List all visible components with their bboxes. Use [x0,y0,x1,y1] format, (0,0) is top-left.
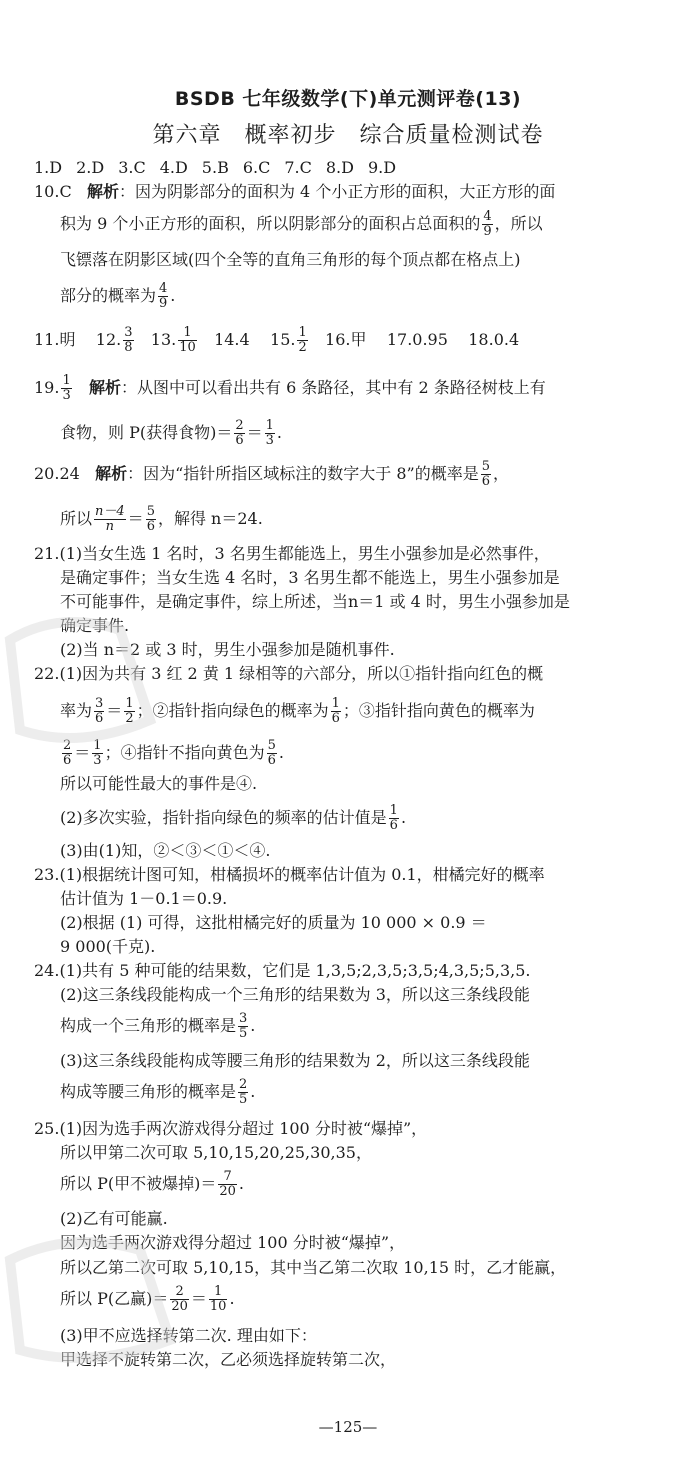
q24-text: 构成一个三角形的概率是 [60,1016,237,1035]
numerator: 1 [125,696,134,711]
numerator: 7 [218,1170,237,1185]
fraction [178,326,197,355]
q11-answer: 11.明 [34,330,76,349]
q25-line9: 甲选择不旋转第二次，乙必须选择旋转第二次， [60,1350,397,1369]
q10-number: 10.C [34,182,72,201]
q24-text: . [250,1016,256,1035]
q15-answer: 15. [270,330,296,349]
denominator: 5 [239,1026,248,1041]
q24-text: 构成等腰三角形的概率是 [60,1082,237,1101]
q23-line1: 23.(1)根据统计图可知，柑橘损坏的概率估计值为 0.1，柑橘完好的概率 [34,865,545,884]
numerator: 2 [239,1077,248,1092]
mcq-answer: 5.B [201,158,229,177]
equals-sign: ＝ [246,423,263,442]
fraction [146,505,156,534]
denominator: 3 [265,433,274,448]
fraction [218,1170,237,1199]
mcq-answer: 8.D [325,158,354,177]
q25-text: . [238,1174,244,1193]
q19-number: 19. [34,378,60,397]
mcq-answers [34,157,410,179]
q19-jiexi: 解析 [89,378,122,397]
q22-text: (2)多次实验，指针指向绿色的频率的估计值是 [60,808,387,827]
watermark-graphic [0,1220,220,1380]
q25-line4: (2)乙有可能赢. [60,1209,168,1228]
denominator: 2 [298,340,307,355]
q23-line2: 估计值为 1－0.1＝0.9. [60,889,228,908]
fraction [331,697,341,726]
denominator: 6 [95,711,104,726]
numerator: n－4 [95,504,125,519]
mcq-answer: 4.D [159,158,188,177]
mcq-answer: 2.D [76,158,105,177]
q20-line1 [34,460,509,489]
denominator: 3 [62,388,71,403]
numerator: 1 [298,325,307,340]
q10-line4 [60,282,175,311]
fraction [158,282,168,311]
q10-text: 部分的概率为 [60,286,157,305]
q25-line5: 因为选手两次游戏得分超过 100 分时被“爆掉”， [60,1233,406,1252]
numerator: 2 [63,738,72,753]
denominator: 2 [125,711,134,726]
q20-text: 所以 [60,509,93,528]
denominator: 6 [267,753,276,768]
q20-number: 20.24 [34,464,80,483]
q25-line8: (3)甲不应选择转第二次. 理由如下： [60,1326,317,1345]
fraction [61,374,71,403]
q22-text: 率为 [60,701,93,720]
equals-sign: ＝ [127,509,144,528]
q19-line2 [60,419,282,448]
chapter-subtitle: 第六章 概率初步 综合质量检测试卷 [152,123,544,148]
mcq-answer: 3.C [118,158,146,177]
denominator: 10 [209,1299,227,1314]
mcq-answer: 1.D [34,158,63,177]
q25-line1: 25.(1)因为选手两次游戏得分超过 100 分时被“爆掉”， [34,1119,428,1138]
q10-line1 [34,181,555,203]
q25-line2: 所以甲第二次可取 5,10,15,20,25,30,35， [60,1143,372,1162]
numerator: 5 [267,738,276,753]
fraction [123,326,133,355]
numerator: 5 [481,459,491,474]
q10-text: ：因为阴影部分的面积为 4 个小正方形的面积，大正方形的面 [118,182,556,201]
q19-text: . [276,423,283,442]
q24-line3 [60,1012,255,1041]
numerator: 4 [483,209,492,224]
fraction [482,210,492,239]
q12-answer: 12. [95,330,122,349]
q22-text: . [278,743,284,762]
page-title: BSDB 七年级数学(下)单元测评卷(13) [174,88,522,110]
numerator: 2 [235,418,244,433]
q20-text: ，解得 n＝24. [157,509,263,528]
q24-line4: (3)这三条线段能构成等腰三角形的结果数为 2，所以这三条线段能 [60,1051,530,1070]
denominator: 5 [239,1092,248,1107]
q22-line4: 所以可能性最大的事件是④. [60,774,258,793]
q21-line4: 确定事件. [60,616,130,635]
fraction [238,1012,248,1041]
q10-jiexi: 解析 [86,182,119,201]
q25-text: 所以 P(乙赢)＝ [60,1289,169,1308]
numerator: 5 [146,504,155,519]
q21-line2: 是确定事件；当女生选 4 名时，3 名男生都不能选上，男生小强参加是 [60,568,560,587]
numerator: 4 [159,281,168,296]
q20-text: ， [493,464,510,483]
denominator: 6 [63,753,72,768]
equals-sign: ＝ [74,743,91,762]
q10-text: . [170,286,176,305]
fraction [389,804,399,833]
fraction [297,326,307,355]
denominator: 9 [159,296,168,311]
numerator: 3 [95,696,104,711]
q25-line3 [60,1170,244,1199]
q19-text: 食物，则 P(获得食物)＝ [60,423,233,442]
q21-line3: 不可能事件，是确定事件，综上所述，当n＝1 或 4 时，男生小强参加是 [60,592,570,611]
denominator: 20 [219,1184,236,1199]
mcq-answer: 6.C [242,158,271,177]
numerator: 1 [209,1285,228,1300]
q14-answer: 14.4 [214,330,250,349]
denominator: 3 [93,753,102,768]
q19-text: ：从图中可以看出共有 6 条路径，其中有 2 条路径树枝上有 [121,378,546,397]
denominator: 6 [331,711,340,726]
q24-line5 [60,1078,255,1107]
mcq-answer: 9.D [367,158,397,177]
fill-answers [34,326,519,355]
fraction [267,739,277,768]
denominator: 10 [179,340,196,355]
q23-line3: (2)根据 (1) 可得，这批柑橘完好的质量为 10 000 × 0.9 ＝ [60,913,487,932]
equals-sign: ＝ [190,1289,207,1308]
q18-answer: 18.0.4 [468,330,520,349]
fraction [94,505,126,534]
q24-line1: 24.(1)共有 5 种可能的结果数，它们是 1,3,5;2,3,5;3,5;4,3,5;5,3,5. [34,961,531,980]
q10-text: ，所以 [494,214,543,233]
numerator: 1 [331,696,340,711]
numerator: 1 [265,418,274,433]
q25-text: . [229,1289,235,1308]
denominator: 6 [389,818,398,833]
denominator: 6 [481,474,491,489]
q10-line3: 飞镖落在阴影区域(四个全等的直角三角形的每个顶点都在格点上) [60,250,521,269]
numerator: 1 [62,373,71,388]
denominator: 6 [235,433,244,448]
q24-line2: (2)这三条线段能构成一个三角形的结果数为 3，所以这三条线段能 [60,985,530,1004]
q19-line1 [34,374,546,403]
q25-text: 所以 P(甲不被爆掉)＝ [60,1174,217,1193]
q21-line1: 21.(1)当女生选 1 名时，3 名男生都能选上，男生小强参加是必然事件， [34,544,550,563]
denominator: n [105,519,115,534]
numerator: 1 [93,738,102,753]
numerator: 1 [389,803,398,818]
page-number: —125— [318,1418,378,1436]
q13-answer: 13. [150,330,177,349]
fraction [265,419,275,448]
q21-line5: (2)当 n＝2 或 3 时，男生小强参加是随机事件. [60,640,395,659]
q20-jiexi: 解析 [95,464,128,483]
q16-answer: 16.甲 [325,330,367,349]
q10-line2 [60,210,543,239]
denominator: 8 [124,340,133,355]
q22-line5 [60,804,406,833]
q22-line1: 22.(1)因为共有 3 红 2 黄 1 绿相等的六部分，所以①指针指向红色的概 [34,664,544,683]
numerator: 2 [170,1285,189,1300]
q22-line6: (3)由(1)知，②＜③＜①＜④. [60,841,271,860]
watermark-graphic [0,600,200,760]
q22-text: . [400,808,407,827]
q22-text: ；④指针不指向黄色为 [104,743,265,762]
fraction [234,419,244,448]
q23-line4: 9 000(千克). [60,937,156,956]
q25-line6: 所以乙第二次可取 5,10,15，其中当乙第二次取 10,15 时，乙才能赢， [60,1258,567,1277]
denominator: 20 [171,1299,188,1314]
denominator: 9 [483,224,492,239]
q20-line2 [60,505,263,534]
q24-text: . [250,1082,256,1101]
mcq-answer: 7.C [284,158,312,177]
q20-text: ：因为“指针所指区域标注的数字大于 8”的概率是 [127,464,479,483]
equals-sign: ＝ [106,701,123,720]
q22-text: ；③指针指向黄色的概率为 [342,701,535,720]
denominator: 6 [146,519,155,534]
fraction [238,1078,248,1107]
fraction [481,460,491,489]
q10-text: 积为 9 个小正方形的面积，所以阴影部分的面积占总面积的 [60,214,481,233]
q22-text: ；②指针指向绿色的概率为 [136,701,329,720]
q17-answer: 17.0.95 [386,330,448,349]
numerator: 1 [178,326,197,341]
numerator: 3 [124,325,133,340]
numerator: 3 [239,1011,248,1026]
